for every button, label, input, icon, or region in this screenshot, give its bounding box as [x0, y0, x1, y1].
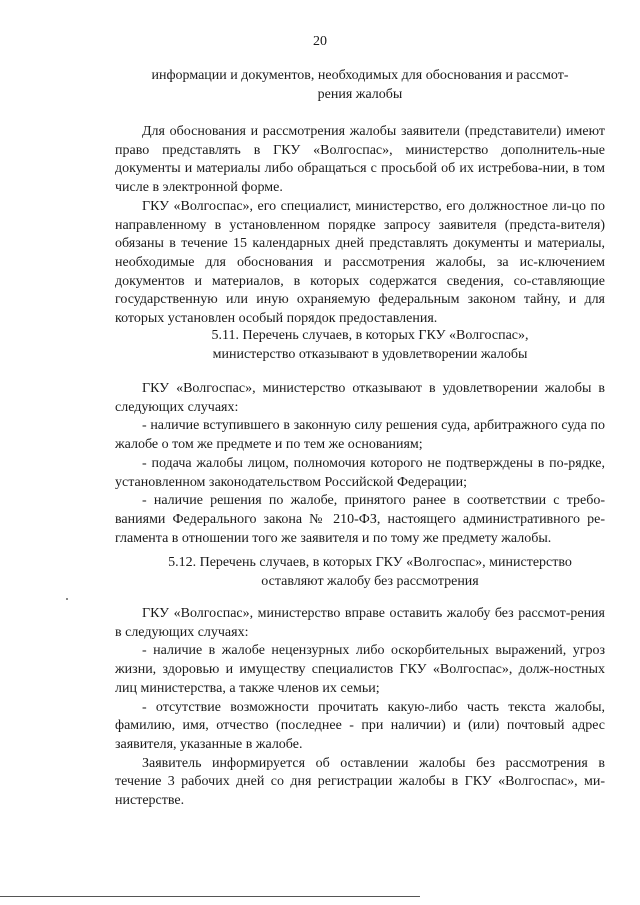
heading-512-line1: 5.12. Перечень случаев, в которых ГКУ «Волгоспас», министерство [168, 555, 572, 570]
page-number: 20 [313, 34, 327, 49]
section-heading-5-11 [160, 326, 580, 364]
section-heading-5-12 [130, 553, 610, 591]
list-item: - отсутствие возможности прочитать какую-либо часть текста жалобы, фамилию, имя, отчество (последнее - при наличии) и (или) почтовый адрес заявителя, указанные в жалобе. [115, 699, 605, 752]
heading-512-line2: оставляют жалобу без рассмотрения [261, 574, 479, 589]
list-item: - наличие решения по жалобе, принятого ранее в соответствии с требо-ваниями Федерального закона № 210-ФЗ, настоящего административного ре-гламента в отношении того же заявителя и по тому же предмету жалобы. [115, 493, 605, 546]
paragraph: ГКУ «Волгоспас», министерство вправе оставить жалобу без рассмот-рения в следующих случаях: [115, 606, 605, 640]
body-block-2 [115, 380, 605, 548]
bottom-rule [0, 896, 420, 897]
paragraph: Для обоснования и рассмотрения жалобы заявители (представители) имеют право представлять в ГКУ «Волгоспас», министерство дополнитель-ные документы и материалы либо обращаться с просьбой об их истребова-нии, в том числе в электронной форме. [115, 124, 605, 196]
paragraph: ГКУ «Волгоспас», министерство отказывают в удовлетворении жалобы в следующих случаях: [115, 381, 605, 415]
body-block-3 [115, 605, 605, 811]
heading-top-line1: информации и документов, необходимых для обоснования и рассмот- [151, 68, 569, 83]
list-item: - наличие в жалобе нецензурных либо оскорбительных выражений, угроз жизни, здоровью и имуществу специалистов ГКУ «Волгоспас», долж-ностных лиц министерства, а также членов их семьи; [115, 643, 605, 696]
scan-speck [66, 598, 68, 600]
paragraph: Заявитель информируется об оставлении жалобы без рассмотрения в течение 3 рабочих дней со дня регистрации жалобы в ГКУ «Волгоспас», ми-нистерстве. [115, 755, 605, 809]
heading-top-line2: рения жалобы [317, 87, 403, 102]
heading-511-line1: 5.11. Перечень случаев, в которых ГКУ «Волгоспас», [211, 328, 529, 343]
heading-511-line2: министерство отказывают в удовлетворении жалобы [212, 347, 528, 362]
body-block-1 [115, 123, 605, 329]
list-item: - наличие вступившего в законную силу решения суда, арбитражного суда по жалобе о том же предмете и по тем же основаниям; [115, 418, 605, 453]
section-heading-top [115, 66, 605, 104]
paragraph: ГКУ «Волгоспас», его специалист, министерство, его должностное ли-цо по направленному в установленном порядке запросу заявителя (предста-вителя) обязаны в течение 15 календарных дней представлять документы и материалы, необходимые для обоснования и рассмотрения жалобы, за ис-ключением документов и материалов, в которых содержатся сведения, со-ставляющие государственную или иную охраняемую федеральным законом тайну, и для которых установлен особый порядок предоставления. [115, 198, 605, 327]
list-item: - подача жалобы лицом, полномочия которого не подтверждены в по-рядке, установленном законодательством Российской Федерации; [115, 455, 605, 490]
